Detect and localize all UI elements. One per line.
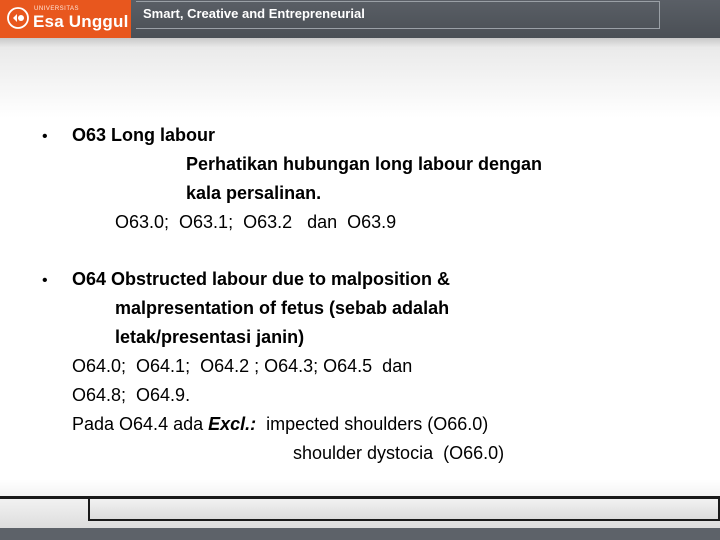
item1-line2: kala persalinan. xyxy=(186,183,322,203)
excl-label: Excl.: xyxy=(208,414,257,434)
item1-line1: Perhatikan hubungan long labour dengan xyxy=(186,154,543,174)
item2-codes1: O64.0; O64.1; O64.2 ; O64.3; O64.5 dan xyxy=(72,356,413,376)
tagline: Smart, Creative and Entrepreneurial xyxy=(143,6,365,21)
item2-line2: letak/presentasi janin) xyxy=(115,327,305,347)
item1-codes: O63.0; O63.1; O63.2 dan O63.9 xyxy=(115,212,397,232)
footer-bar xyxy=(0,528,720,540)
bullet-2: • xyxy=(42,272,48,289)
bullet-1: • xyxy=(42,128,48,145)
brand-small-text: UNIVERSITAS xyxy=(34,6,80,12)
item1-title: O63 Long labour xyxy=(72,125,216,145)
excl-prefix: Pada O64.4 ada xyxy=(72,414,209,434)
excl-item1: impected shoulders (O66.0) xyxy=(266,414,489,434)
item2-excl-line xyxy=(72,411,488,437)
brand-name: Esa Unggul xyxy=(33,12,129,31)
item2-codes2: O64.8; O64.9. xyxy=(72,385,191,405)
footer-box xyxy=(88,499,720,521)
excl-item2: shoulder dystocia (O66.0) xyxy=(293,443,505,463)
item2-title: O64 Obstructed labour due to malposition & xyxy=(72,269,451,289)
item2-line1: malpresentation of fetus (sebab adalah xyxy=(115,298,450,318)
